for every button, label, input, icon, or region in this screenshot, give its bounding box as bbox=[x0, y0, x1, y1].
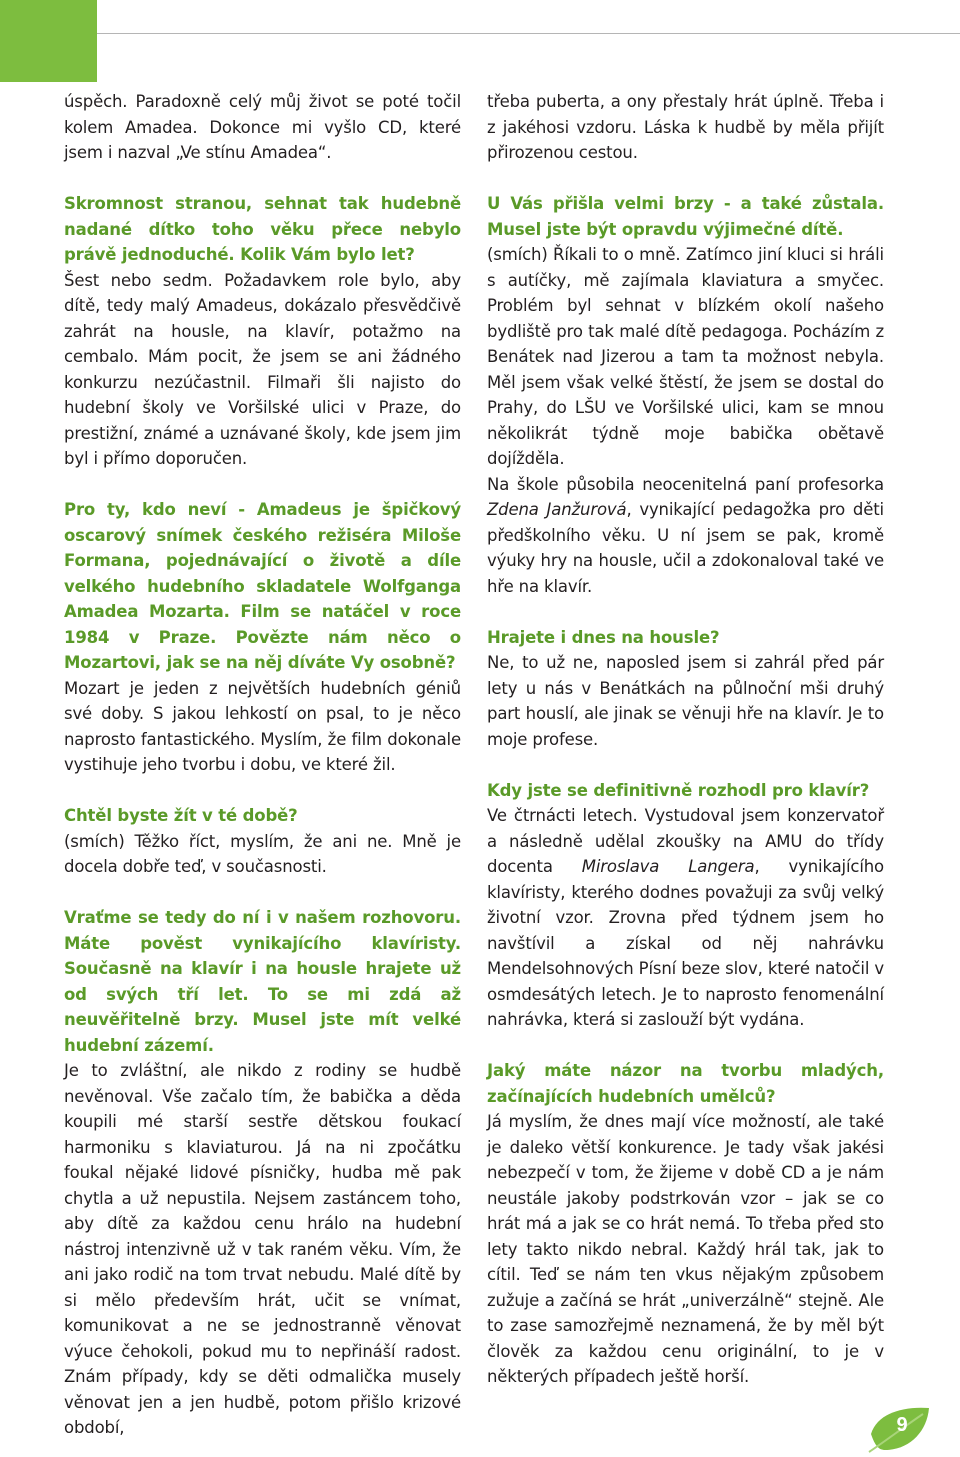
question: Pro ty, kdo neví - Amadeus je špičkový oscarový snímek českého režiséra Miloše Formana, pojednávající o životě a díle velkého hudebního skladatele Wolfganga Amadea Mozarta. Film se natáčel v roce 1984 v Praze. Povězte nám něco o Mozartovi, jak se na něj díváte Vy osobně? bbox=[64, 500, 461, 672]
question: Vraťme se tedy do ní i v našem rozhovoru. Máte pověst vynikajícího klavíristy. Současně na klavír i na housle hrajete už od svých tří let. To se mi zdá až neuvěřitelně brzy. Musel jste mít velké hudební zázemí. bbox=[64, 908, 461, 1055]
text-run: , vynikajícího klavíristy, kterého dodnes považuji za svůj velký životní vzor. Zrovna před týdnem jsem ho navštívil a získal od něj nahrávku Mendelsohnových Písní beze slov, které natočil v osmdesátých letech. Je to naprosto fenomenální nahrávka, která si zaslouží být vydána. bbox=[487, 857, 885, 1029]
text-run: Ve čtrnácti letech. Vystudoval jsem konzervatoř a následně udělal zkoušky na AMU do třídy docenta bbox=[487, 806, 884, 876]
person-name: Miroslava Langera bbox=[581, 857, 755, 876]
question: Hrajete i dnes na housle? bbox=[487, 627, 720, 647]
question: Kdy jste se definitivně rozhodl pro klavír? bbox=[487, 780, 870, 800]
text-run: , vynikající pedagožka pro děti předškolního věku. U ní jsem se pak, kromě výuky hry na housle, učil a zdokonaloval také ve hře na klavír. bbox=[487, 500, 884, 596]
question: Skromnost stranou, sehnat tak hudebně nadané dítko toho věku přece nebylo právě jednoduché. Kolik Vám bylo let? bbox=[64, 194, 461, 264]
answer: Já myslím, že dnes mají více možností, ale také je daleko větší konkurence. Je tady však jakési nebezpečí v tom, že žijeme v době CD a je nám neustále jakoby podstrkován vzor – jak se co hrát má a jak se co hrát nemá. To třeba před sto lety takto nikdo nebral. Každý hrál tak, jak to cítil. Teď se nám ten vkus nějakým způsobem zužuje a začíná se hrát „univerzálně“ stejně. Ale to zase samozřejmě neznamená, že by měl být člověk za každou cenu originální, to je v některých případech ještě horší. bbox=[487, 1112, 884, 1386]
answer: Ne, to už ne, naposled jsem si zahrál před pár lety u nás v Benátkách na půlnoční mši druhý part houslí, ale jinak se věnuji hře na klavír. Je to moje profese. bbox=[487, 653, 884, 749]
header-rule bbox=[97, 33, 960, 34]
paragraph: úspěch. Paradoxně celý můj život se poté točil kolem Amadea. Dokonce mi vyšlo CD, které jsem i nazval „Ve stínu Amadea“. bbox=[64, 92, 461, 162]
person-name: Zdena Janžurová bbox=[487, 500, 627, 519]
corner-color-block bbox=[0, 0, 97, 82]
paragraph: třeba puberta, a ony přestaly hrát úplně. Třeba i z jakéhosi vzdoru. Láska k hudbě by měla přijít přirozenou cestou. bbox=[487, 92, 884, 162]
question: Jaký máte názor na tvorbu mladých, začínajících hudebních umělců? bbox=[487, 1061, 884, 1106]
answer bbox=[487, 472, 884, 600]
question: Chtěl byste žít v té době? bbox=[64, 806, 298, 825]
answer: Mozart je jeden z největších hudebních géniů své doby. S jakou lehkostí on psal, to je něco naprosto fantastického. Myslím, že film dokonale vystihuje jeho tvorbu i dobu, ve které žil. bbox=[64, 678, 461, 774]
answer: (smích) Těžko říct, myslím, že ani ne. Mně je docela dobře teď, v současnosti. bbox=[64, 831, 461, 876]
answer: Šest nebo sedm. Požadavkem role bylo, aby dítě, tedy malý Amadeus, dokázalo přesvědčivě zahrát na housle, na klavír, potažmo na cembalo. Mám pocit, že jsem se ani žádného konkurzu nezúčastnil. Filmaři šli najisto do hudební školy ve Voršilské ulici v Praze, do prestižní, známé a uznávané školy, kde jsem jim byl i přímo doporučen. bbox=[64, 270, 461, 468]
text-run: Na škole působila neocenitelná paní profesorka bbox=[487, 474, 884, 494]
right-column bbox=[487, 89, 884, 1390]
answer: (smích) Říkali to o mně. Zatímco jiní kluci si hráli s autíčky, mě zajímala klaviatura a smyčec. Problém byl sehnat v blízkém okolí našeho bydliště pro tak malé dítě pedagoga. Pocházím z Benátek nad Jizerou a tam ta možnost nebyla. Měl jsem však velké štěstí, že jsem se dostal do Prahy, do LŠU ve Voršilské ulici, kam se mnou několikrát týdně moje babička obětavě dojížděla. bbox=[487, 245, 884, 468]
question: U Vás přišla velmi brzy - a také zůstala. Musel jste být opravdu výjimečné dítě. bbox=[487, 194, 884, 239]
page-number: 9 bbox=[896, 1414, 908, 1436]
left-column bbox=[64, 89, 461, 1441]
answer bbox=[487, 803, 884, 1033]
answer: Je to zvláštní, ale nikdo z rodiny se hudbě nevěnoval. Vše začalo tím, že babička a děda koupili mé starší sestře dětskou foukací harmoniku s klaviaturou. Já na ni zpočátku foukal nějaké lidové písničky, hudba mě pak chytla a už nepustila. Nejsem zastáncem toho, aby dítě za každou cenu hrálo na hudební nástroj intenzivně už v tak raném věku. Vím, že ani jako rodič na tom trvat nebudu. Malé dítě by si mělo především hrát, učit se vnímat, komunikovat a ne se jednostranně věnovat výuce čehokoli, pokud mu to nepřináší radost. Znám případy, kdy se děti odmalička musely věnovat jen a jen hudbě, potom přišlo krizové období, bbox=[64, 1061, 461, 1437]
